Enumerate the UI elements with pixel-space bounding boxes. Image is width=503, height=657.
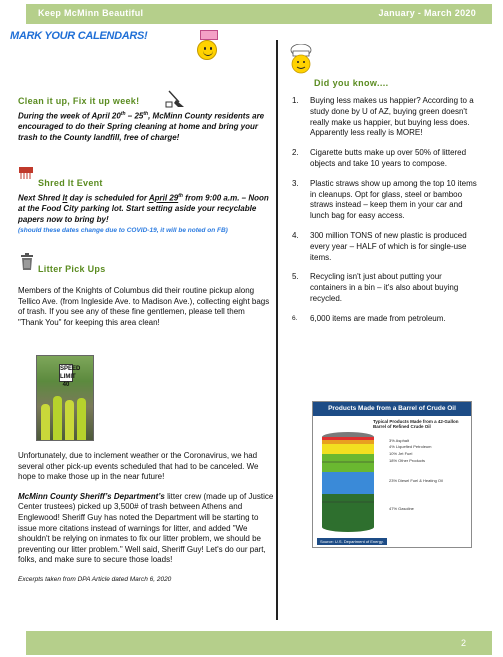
- newsletter-title: Keep McMinn Beautiful: [38, 8, 144, 18]
- litter-paragraph-2: Unfortunately, due to inclement weather or the Coronavirus, we had several other pick-up events scheduled that had to be canceled. We hope to make those up in the near future!: [18, 451, 259, 482]
- litter-section: [18, 264, 272, 328]
- list-item: 6. 6,000 items are made from petroleum.: [292, 313, 446, 323]
- litter-title: Litter Pick Ups: [38, 264, 106, 274]
- legend-item: 3% Asphalt: [389, 438, 410, 443]
- page-number: 2: [460, 638, 466, 648]
- cleanup-text: During the week of April 20th – 25th, McMinn County residents are encouraged to do their Spring cleaning at home and bring your trash to the County landfill, free of charge!: [18, 111, 265, 142]
- infographic-source: Source: U.S. Department of Energy.: [317, 538, 387, 545]
- excerpt-credit: Excerpts taken from DPA Article dated March 6, 2020: [18, 575, 172, 583]
- legend-item: 4% Liquefied Petroleum: [389, 444, 432, 449]
- list-item: 1. Buying less makes us happier? According to a study done by U of AZ, buying green doesn't really make us happier, but buying less does. Apparently less really is MORE!: [292, 96, 474, 138]
- covid-note: (should these dates change due to COVID-19, it will be noted on FB): [18, 227, 228, 235]
- sheriff-paragraph: McMinn County Sheriff’s Department’s litter crew (made up of Justice Center trustees) picked up 3,500# of trash between Athens and Englewood! Sheriff Guy has noted the Department will be starting to issue more citations instead of warnings for litter, and added "We shouldn't be relying on inmates to fix our litter problem, we should be preventing our litter problem." Well said, Sheriff Guy! Let's do our part, folks, and make sure to secure those loads!: [18, 491, 274, 565]
- speed-limit-sign: SPEED LIMIT 40: [60, 366, 81, 388]
- legend-item: 47% Gasoline: [389, 506, 414, 511]
- shred-section: [18, 178, 270, 234]
- calendar-sign-icon: [200, 30, 218, 40]
- facts-list: [292, 96, 478, 334]
- cleanup-section: [18, 96, 268, 143]
- volunteers-photo: [36, 355, 94, 441]
- broom-icon: [165, 90, 185, 108]
- list-item: 3. Plastic straws show up among the top 10 items in cleanups. Opt for glass, steel or bamboo straws instead – keep them in your car and lunch bag for easy access.: [292, 178, 477, 221]
- oil-barrel-infographic: [312, 401, 472, 548]
- litter-continued: [18, 451, 274, 583]
- issue-date: January - March 2020: [378, 8, 476, 18]
- list-item: 4. 300 million TONS of new plastic is produced every year – HALF of which is for single-use items.: [292, 230, 467, 262]
- footer-bar: [26, 631, 492, 655]
- did-you-know-title: Did you know....: [314, 78, 389, 88]
- legend-item: 18% Other Products: [389, 458, 426, 463]
- cleanup-title: Clean it up, Fix it up week!: [18, 96, 140, 106]
- list-item: 2. Cigarette butts make up over 50% of littered objects and take 10 years to compose.: [292, 148, 467, 168]
- list-item: 5. Recycling isn't just about putting your containers in a bin – it's also about buying recycled.: [292, 272, 459, 303]
- infographic-heading: Products Made from a Barrel of Crude Oil: [313, 402, 471, 416]
- legend-item: 23% Diesel Fuel & Heating Oil: [389, 478, 443, 483]
- header-bar: [26, 4, 492, 24]
- chef-smiley-icon: [288, 44, 314, 76]
- legend-item: 10% Jet Fuel: [389, 451, 413, 456]
- oil-barrel-graphic: [319, 432, 377, 532]
- shred-text: Next Shred It day is scheduled for April 29th from 9:00 a.m. – Noon at the Food City parking lot. Start setting aside your recyclable papers now to bring by!: [18, 193, 269, 224]
- calendar-title: MARK YOUR CALENDARS!: [10, 30, 148, 42]
- smiley-icon: [197, 40, 217, 60]
- infographic-subheading: Typical Products Made from a 42-Gallon Barrel of Refined Crude Oil: [373, 419, 459, 429]
- column-divider: [276, 40, 278, 620]
- litter-paragraph-1: Members of the Knights of Columbus did their routine pickup along Tellico Ave. (from Ingleside Ave. to Madison Ave.), collecting eight bags of trash. If you see any of these fine gentlemen, please tell them "Thank You" for keeping this area clean!: [18, 286, 270, 327]
- shred-title: Shred It Event: [38, 178, 103, 188]
